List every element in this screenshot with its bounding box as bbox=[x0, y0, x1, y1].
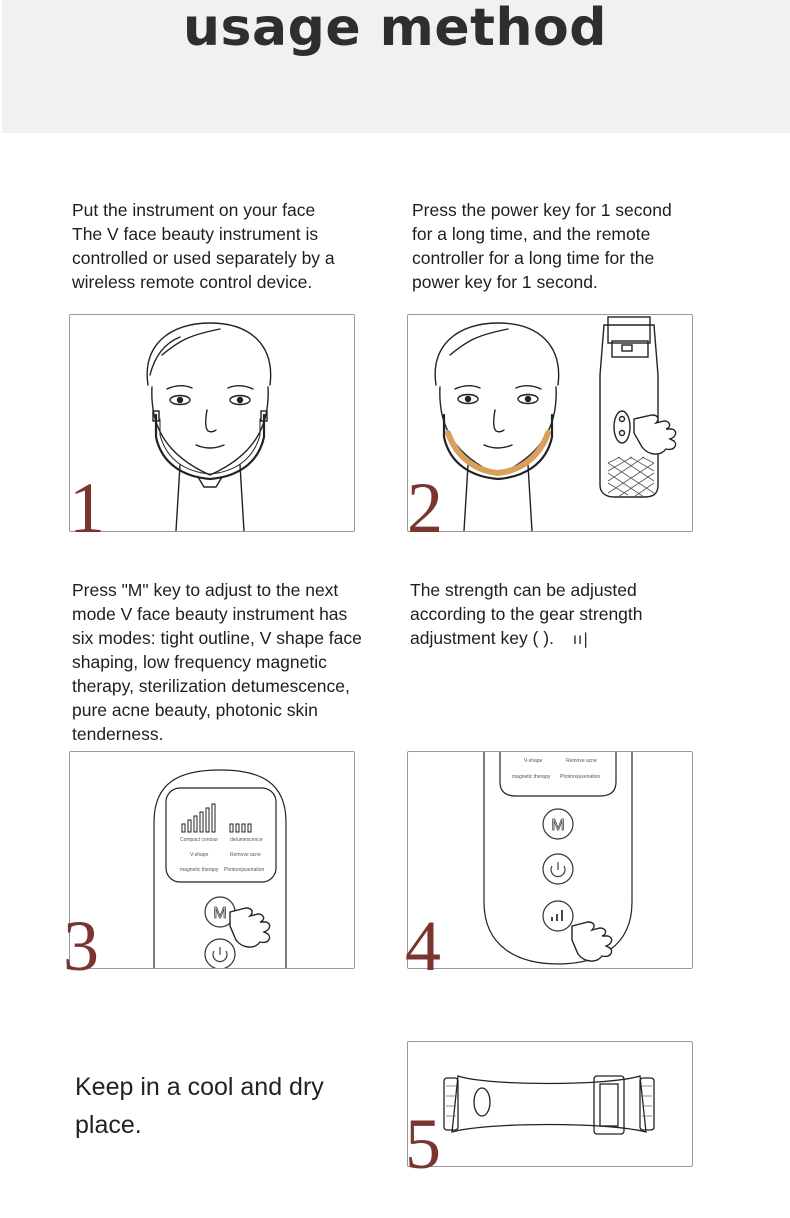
step-1-text bbox=[72, 198, 392, 294]
step-5-line: Keep in a cool and dry bbox=[75, 1073, 324, 1101]
step-4-line bbox=[410, 626, 740, 651]
step-4-illustration bbox=[407, 751, 693, 969]
label-detumescence: detumescence bbox=[230, 837, 263, 843]
step-3-text bbox=[72, 578, 402, 746]
step-4-line: according to the gear strength bbox=[410, 604, 643, 624]
signal-bars-icon: ıı| bbox=[572, 630, 590, 648]
device-buttons-icon bbox=[408, 752, 692, 968]
device-top-view-icon bbox=[408, 1042, 692, 1166]
step-5-illustration bbox=[407, 1041, 693, 1167]
step-3-line: mode V face beauty instrument has bbox=[72, 604, 348, 624]
label-photorejuvenation: Photorejuvenation bbox=[560, 774, 601, 780]
face-with-device-icon bbox=[70, 315, 354, 531]
step-1-line: controlled or used separately by a bbox=[72, 248, 335, 268]
m-key-label: M bbox=[551, 817, 565, 834]
step-number: 2 bbox=[407, 468, 443, 548]
step-2-line: for a long time, and the remote bbox=[412, 224, 651, 244]
step-1-illustration bbox=[69, 314, 355, 532]
label-magnetic-therapy: magnetic therapy bbox=[180, 867, 219, 873]
step-number: 1 bbox=[69, 468, 105, 548]
page-title: usage method bbox=[183, 0, 607, 58]
step-2-text bbox=[412, 198, 742, 294]
step-number: 5 bbox=[405, 1104, 441, 1184]
step-3-line: shaping, low frequency magnetic bbox=[72, 652, 327, 672]
step-3-line: tenderness. bbox=[72, 724, 164, 744]
label-compact-contour: Compact contour bbox=[180, 837, 219, 843]
step-5-line: place. bbox=[75, 1111, 142, 1139]
label-v-shape: V-shape bbox=[524, 758, 543, 764]
label-v-shape: V-shape bbox=[190, 852, 209, 858]
step-2-illustration bbox=[407, 314, 693, 532]
step-4-line: The strength can be adjusted bbox=[410, 580, 637, 600]
label-remove-acne: Remove acne bbox=[566, 758, 597, 764]
step-1-line: Put the instrument on your face bbox=[72, 200, 316, 220]
step-3-illustration bbox=[69, 751, 355, 969]
step-5-text bbox=[75, 1068, 375, 1144]
step-2-line: power key for 1 second. bbox=[412, 272, 598, 292]
m-key-label: M bbox=[213, 905, 227, 922]
step-3-line: six modes: tight outline, V shape face bbox=[72, 628, 362, 648]
step-1-line: wireless remote control device. bbox=[72, 272, 313, 292]
step-number: 4 bbox=[405, 906, 441, 986]
step-3-line: therapy, sterilization detumescence, bbox=[72, 676, 350, 696]
face-and-remote-icon bbox=[408, 315, 692, 531]
label-remove-acne: Remove acne bbox=[230, 852, 261, 858]
step-3-line: pure acne beauty, photonic skin bbox=[72, 700, 318, 720]
step-3-line: Press "M" key to adjust to the next bbox=[72, 580, 339, 600]
step-4-text bbox=[410, 578, 740, 651]
step-4-last-line: adjustment key ( ). bbox=[410, 628, 554, 648]
label-photorejuvenation: Photorejuvenation bbox=[224, 867, 265, 873]
step-1-line: The V face beauty instrument is bbox=[72, 224, 319, 244]
device-control-panel-icon bbox=[70, 752, 354, 968]
step-2-line: Press the power key for 1 second bbox=[412, 200, 672, 220]
step-number: 3 bbox=[63, 906, 99, 986]
step-2-line: controller for a long time for the bbox=[412, 248, 655, 268]
label-magnetic-therapy: magnetic therapy bbox=[512, 774, 551, 780]
